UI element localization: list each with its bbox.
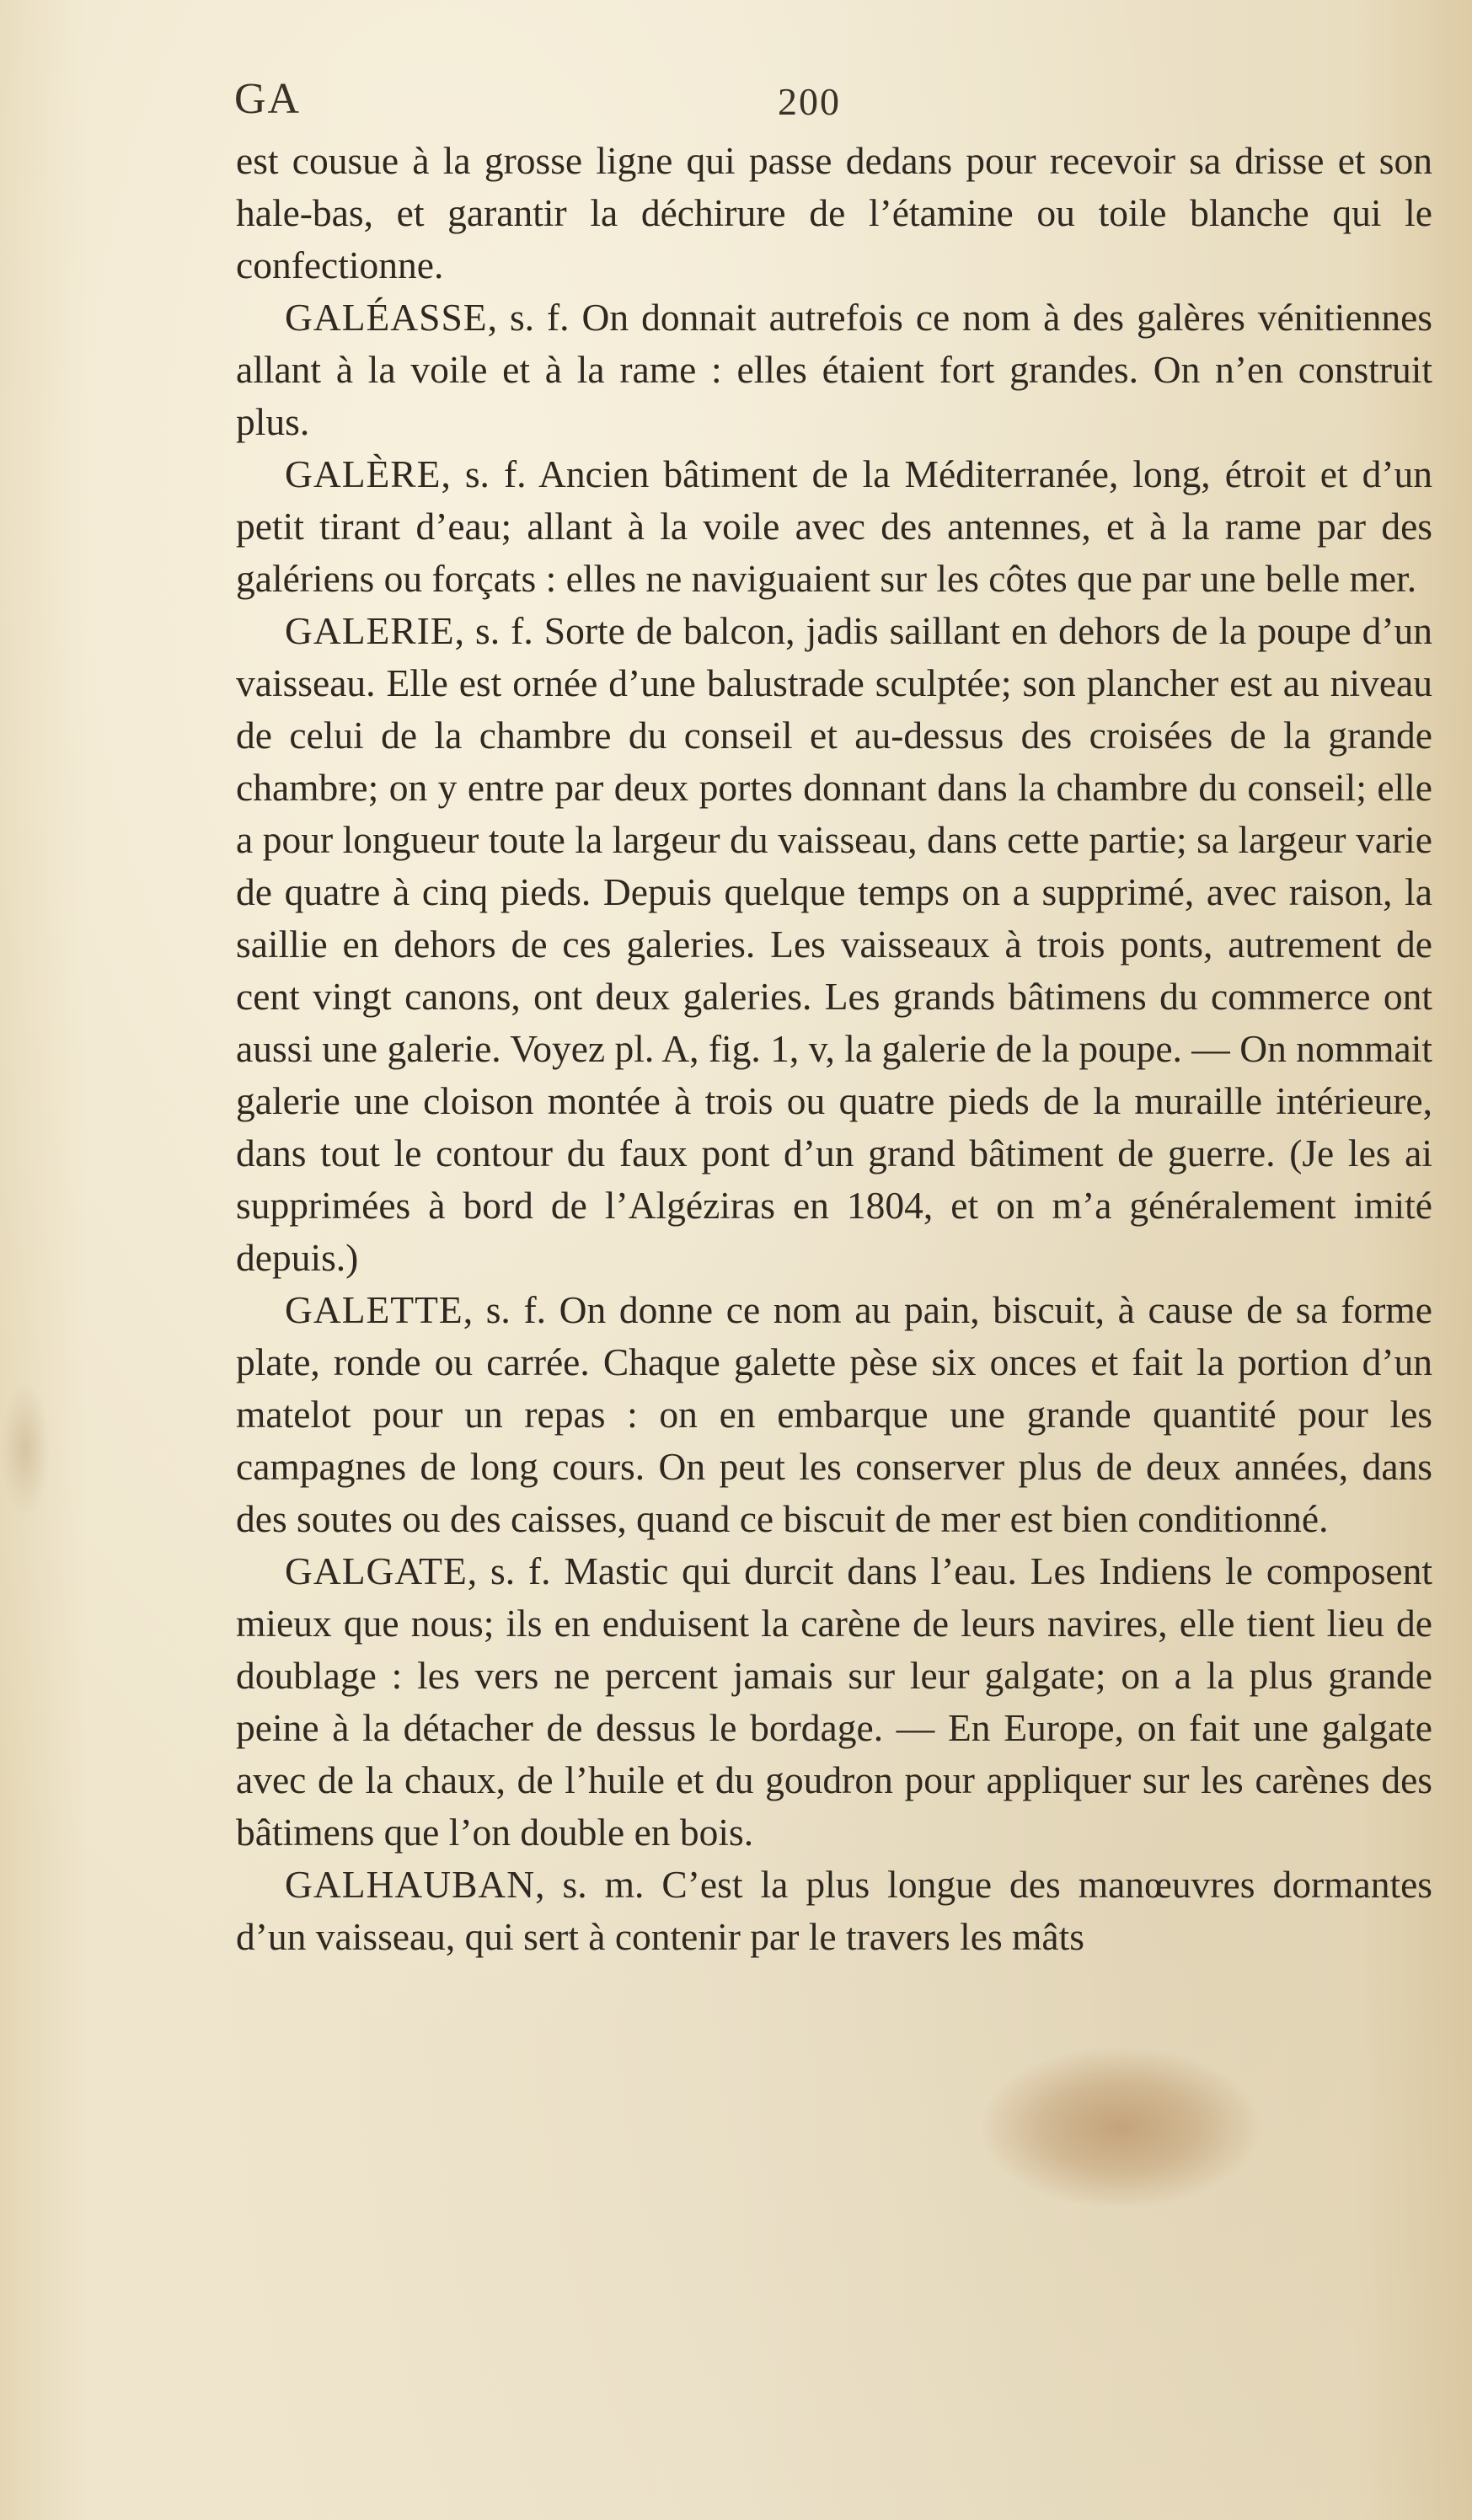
entry-term: GALÈRE	[285, 452, 442, 495]
dictionary-entry	[236, 1545, 1432, 1859]
running-head: GA	[234, 75, 302, 123]
page-number: 200	[778, 80, 841, 123]
entry-grammar: , s. m.	[535, 1863, 645, 1906]
entry-definition: Ancien bâtiment de la Méditerranée, long, étroit et d’un petit tirant d’eau; allant à la voile avec des antennes, et à la rame par des galériens ou forçats : elles ne naviguaient sur les côtes que par une belle mer.	[236, 452, 1433, 600]
entry-definition: Sorte de balcon, jadis saillant en dehors de la poupe d’un vaisseau. Elle est ornée d’une balustrade sculptée; son plancher est au niveau de celui de la chambre du conseil et au-dessus des croisées de la grande chambre; on y entre par deux portes donnant dans la chambre du conseil; elle a pour longueur toute la largeur du vaisseau, dans cette partie; sa largeur varie de quatre à cinq pieds. Depuis quelque temps on a supprimé, avec raison, la saillie en dehors de ces galeries. Les vaisseaux à trois ponts, autrement de cent vingt canons, ont deux galeries. Les grands bâtimens du commerce ont aussi une galerie. Voyez pl. A, fig. 1, v, la galerie de la poupe. — On nommait galerie une cloison montée à trois ou quatre pieds de la muraille intérieure, dans tout le contour du faux pont d’un grand bâtiment de guerre. (Je les ai supprimées à bord de l’Algéziras en 1804, et on m’a généralement imité depuis.)	[236, 609, 1432, 1279]
dictionary-entry	[236, 605, 1432, 1284]
entry-grammar: , s. f.	[467, 1549, 551, 1592]
entry-grammar: , s. f.	[463, 1288, 546, 1331]
entry-term: GALHAUBAN	[285, 1863, 536, 1906]
entry-grammar: , s. f.	[487, 296, 570, 339]
entry-grammar: , s. f.	[454, 609, 533, 652]
entry-grammar: , s. f.	[441, 452, 527, 495]
dictionary-entry	[236, 1284, 1432, 1545]
running-header	[234, 74, 1245, 133]
continuation-paragraph: est cousue à la grosse ligne qui passe dedans pour recevoir sa drisse et son hale-bas, et garantir la déchirure de l’étamine ou toile blanche qui le confectionne.	[236, 139, 1432, 286]
entry-definition: On donnait autrefois ce nom à des galères vénitiennes allant à la voile et à la rame : elles étaient fort grandes. On n’en construit plus.	[236, 296, 1432, 443]
entry-term: GALGATE	[285, 1549, 468, 1592]
dictionary-entry	[236, 292, 1432, 448]
entry-definition: On donne ce nom au pain, biscuit, à cause de sa forme plate, ronde ou carrée. Chaque galette pèse six onces et fait la portion d’un matelot pour un repas : on en embarque une grande quantité pour les campagnes de long cours. On peut les conserver plus de deux années, dans des soutes ou des caisses, quand ce biscuit de mer est bien conditionné.	[236, 1288, 1432, 1540]
dictionary-entry	[236, 448, 1432, 605]
body-text	[236, 135, 1432, 1963]
paper-stain	[982, 2047, 1260, 2207]
entry-definition: Mastic qui durcit dans l’eau. Les Indiens le composent mieux que nous; ils en enduisent la carène de leurs navires, elle tient lieu de doublage : les vers ne percent jamais sur leur galgate; on a la plus grande peine à la détacher de dessus le bordage. — En Europe, on fait une galgate avec de la chaux, de l’huile et du goudron pour appliquer sur les carènes des bâtimens que l’on double en bois.	[236, 1549, 1432, 1854]
paper-stain	[0, 1382, 51, 1517]
entry-term: GALETTE	[285, 1288, 463, 1331]
dictionary-entry	[236, 1859, 1432, 1963]
entry-term: GALERIE	[285, 609, 455, 652]
entry-definition: C’est la plus longue des manœuvres dormantes d’un vaisseau, qui sert à contenir par le travers les mâts	[236, 1863, 1432, 1958]
entry-term: GALÉASSE	[285, 296, 488, 339]
